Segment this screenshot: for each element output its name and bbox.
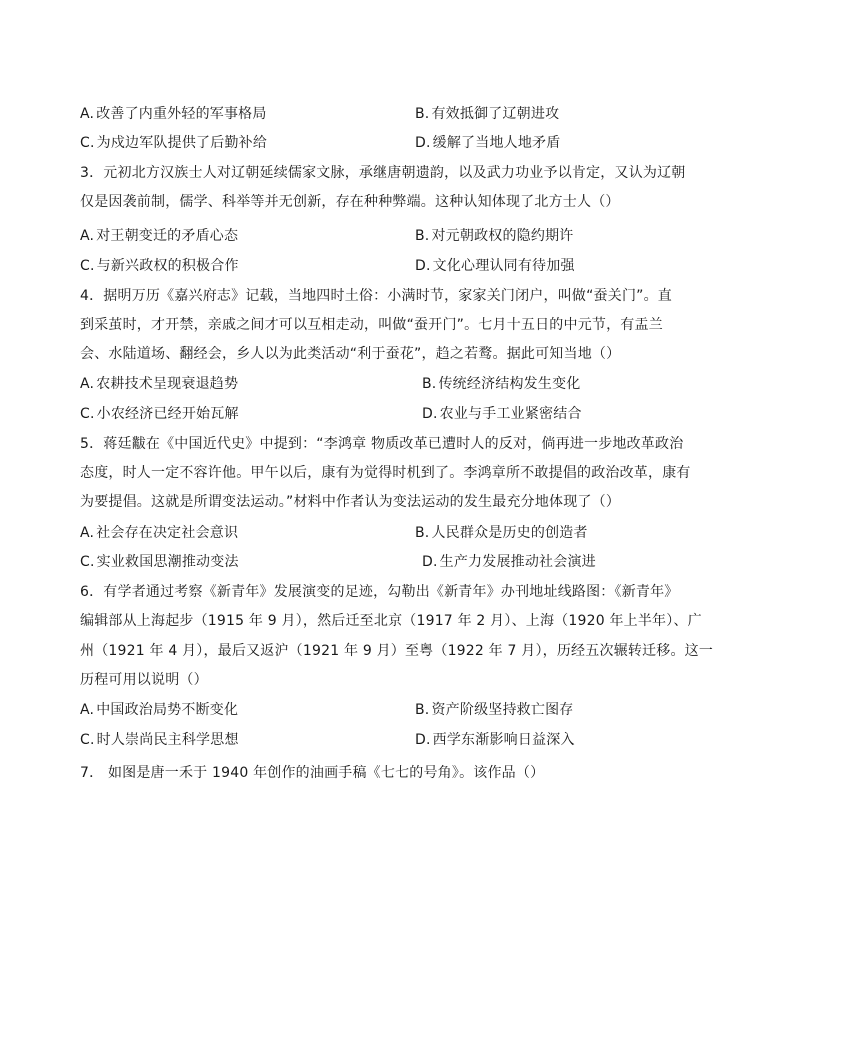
option-key: C.: [80, 135, 95, 151]
option-key: D.: [422, 554, 438, 570]
option-text: 对王朝变迁的矛盾心态: [96, 228, 239, 244]
option-key: B.: [415, 106, 430, 122]
q6-stem-line-1: 6．有学者通过考察《新青年》发展演变的足迹，勾勒出《新青年》办刊地址线路图：《新青年》: [80, 584, 679, 600]
option-text: 人民群众是历史的创造者: [431, 525, 588, 541]
q3-option-d: [415, 256, 575, 276]
q2-option-c: [80, 133, 267, 153]
option-text: 生产力发展推动社会演进: [439, 554, 596, 570]
q6-option-d: [415, 730, 575, 750]
option-text: 缓解了当地人地矛盾: [432, 135, 561, 151]
q7-stem-line-1: 7． 如图是唐一禾于 1940 年创作的油画手稿《七七的号角》。该作品（）: [80, 765, 545, 781]
option-text: 资产阶级坚持救亡图存: [431, 702, 574, 718]
option-text: 中国政治局势不断变化: [96, 702, 239, 718]
q3-stem-line-1: 3．元初北方汉族士人对辽朝延续儒家文脉，承继唐朝遗韵，以及武力功业予以肯定，又认为辽朝: [80, 165, 686, 181]
option-key: D.: [422, 406, 438, 422]
option-key: D.: [415, 258, 431, 274]
q4-option-a: [80, 374, 238, 394]
option-key: C.: [80, 258, 95, 274]
q5-stem-line-3: 为要提倡。这就是所谓变法运动。”材料中作者认为变法运动的发生最充分地体现了（）: [80, 494, 621, 510]
option-key: A.: [80, 228, 95, 244]
q2-option-a: [80, 104, 267, 124]
q3-option-a: [80, 226, 238, 246]
option-key: C.: [80, 406, 95, 422]
option-text: 实业救国思潮推动变法: [96, 554, 239, 570]
option-text: 农耕技术呈现衰退趋势: [96, 376, 239, 392]
option-text: 社会存在决定社会意识: [96, 525, 239, 541]
option-text: 小农经济已经开始瓦解: [96, 406, 239, 422]
q4-stem-line-1: 4．据明万历《嘉兴府志》记载，当地四时土俗：小满时节，家家关门闭户，叫做“蚕关门”。直: [80, 288, 673, 304]
q5-option-b: [415, 523, 588, 543]
option-text: 为戍边军队提供了后勤补给: [96, 135, 268, 151]
option-text: 改善了内重外轻的军事格局: [96, 106, 267, 122]
option-key: A.: [80, 702, 95, 718]
option-key: B.: [415, 702, 430, 718]
q5-stem-line-1: 5．蒋廷黻在《中国近代史》中提到：“李鸿章 物质改革已遭时人的反对，倘再进一步地改革政治: [80, 436, 684, 452]
option-text: 时人崇尚民主科学思想: [96, 732, 239, 748]
q3-stem-line-2: 仅是因袭前制，儒学、科举等并无创新，存在种种弊端。这种认知体现了北方士人（）: [80, 194, 620, 210]
q4-option-d: [422, 404, 582, 424]
option-key: D.: [415, 135, 431, 151]
option-text: 农业与手工业紧密结合: [439, 406, 582, 422]
q5-option-c: [80, 552, 239, 572]
q6-option-c: [80, 730, 239, 750]
q4-option-c: [80, 404, 239, 424]
option-text: 文化心理认同有待加强: [432, 258, 575, 274]
q5-option-d: [422, 552, 596, 572]
option-text: 西学东渐影响日益深入: [432, 732, 575, 748]
option-key: D.: [415, 732, 431, 748]
q4-stem-line-3: 会、水陆道场、翻经会，乡人以为此类活动“利于蚕花”，趋之若鹜。据此可知当地（）: [80, 346, 621, 362]
q5-stem-line-2: 态度，时人一定不容许他。甲午以后，康有为觉得时机到了。李鸿章所不敢提倡的政治改革，康有: [80, 465, 691, 481]
q6-stem-line-4: 历程可用以说明（）: [80, 672, 208, 688]
q5-option-a: [80, 523, 238, 543]
option-text: 对元朝政权的隐约期许: [431, 228, 574, 244]
q3-option-b: [415, 226, 573, 246]
option-key: C.: [80, 554, 95, 570]
q3-option-c: [80, 256, 239, 276]
option-key: A.: [80, 376, 95, 392]
option-text: 与新兴政权的积极合作: [96, 258, 239, 274]
q4-stem-line-2: 到采茧时，才开禁，亲戚之间才可以互相走动，叫做“蚕开门”。七月十五日的中元节，有盂兰: [80, 317, 663, 333]
q2-option-d: [415, 133, 560, 153]
option-key: B.: [415, 228, 430, 244]
option-key: C.: [80, 732, 95, 748]
option-key: A.: [80, 525, 95, 541]
q6-stem-line-3: 州（1921 年 4 月），最后又返沪（1921 年 9 月）至粤（1922 年 7 月），历经五次辗转迁移。这一: [80, 643, 714, 659]
q2-option-b: [415, 104, 559, 124]
option-key: A.: [80, 106, 95, 122]
option-text: 有效抵御了辽朝进攻: [431, 106, 560, 122]
q6-stem-line-2: 编辑部从上海起步（1915 年 9 月），然后迁至北京（1917 年 2 月）、上海（1920 年上半年）、广: [80, 613, 702, 629]
q6-option-b: [415, 700, 573, 720]
option-key: B.: [415, 525, 430, 541]
option-text: 传统经济结构发生变化: [438, 376, 581, 392]
q6-option-a: [80, 700, 238, 720]
q4-option-b: [422, 374, 580, 394]
option-key: B.: [422, 376, 437, 392]
